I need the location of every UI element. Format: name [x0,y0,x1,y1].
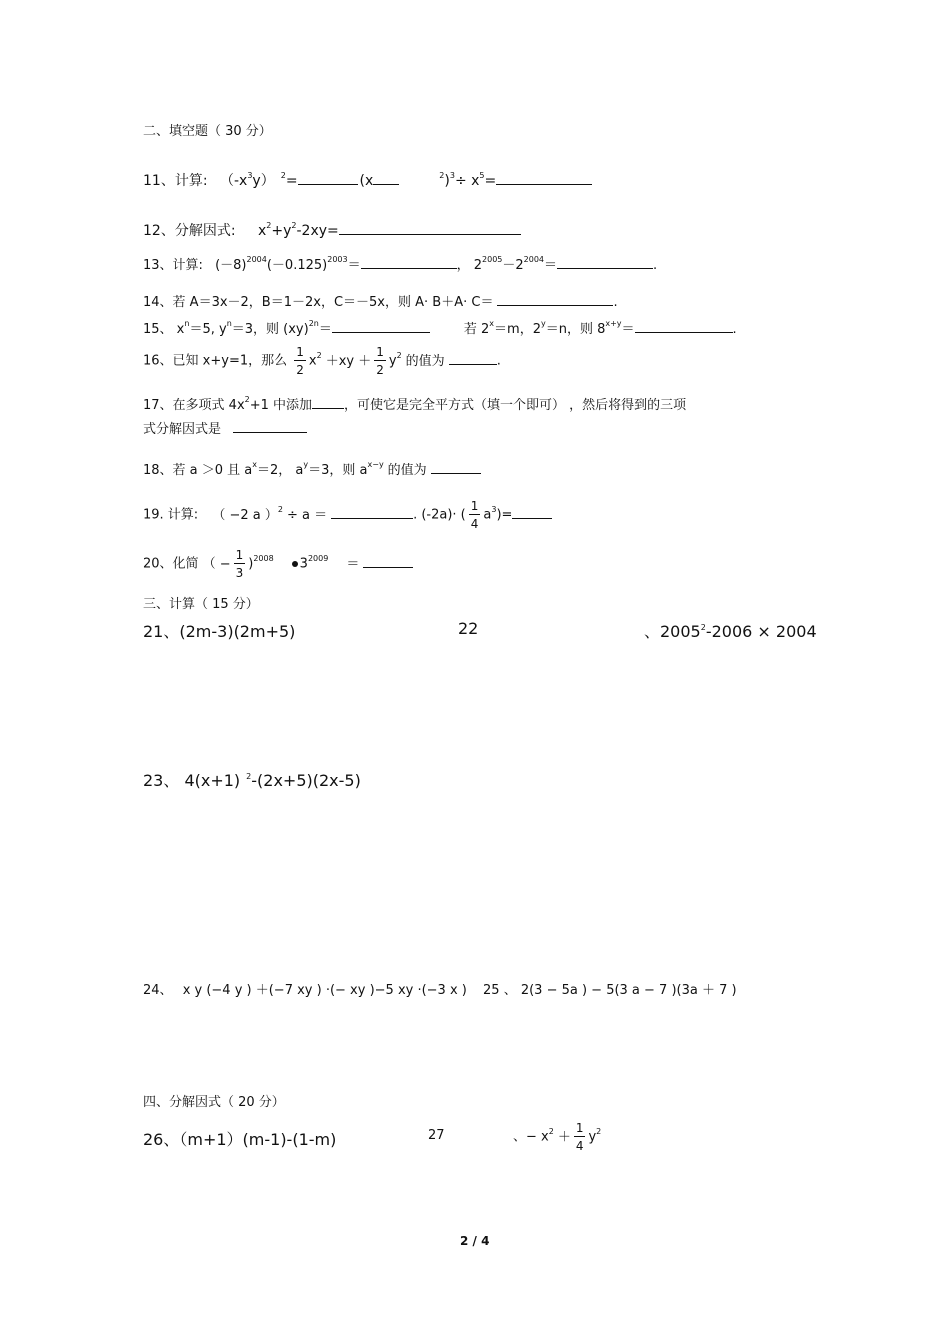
fraction-one-quarter: $\frac{1}{4}$ [470,499,479,531]
q13-g: . [653,258,658,273]
fraction-one-third: $\frac{1}{3}$ [235,548,244,580]
sup: 2 [700,623,706,632]
question-25-number: 25 [483,983,500,998]
question-27 [513,1122,601,1152]
sup: x [489,319,495,328]
q17-line1b: +1 中添加 [249,398,313,413]
q19-label: 19. 计算: [143,507,199,523]
q24-label: 24、 [143,983,173,998]
q15-g: ＝ [621,322,635,337]
q23-b: -(2x+5)(2x-5) [251,771,361,790]
sup: 2 [277,504,283,514]
question-11 [143,170,592,190]
q20-label: 20、化简 （ [143,556,216,572]
sup: 2009 [307,553,329,563]
question-27-number: 27 [428,1128,445,1143]
question-13 [143,254,657,273]
q19-e: )= [496,507,513,523]
answer-blank[interactable] [496,172,592,185]
q13-a: (－8) [215,258,247,273]
q13-c: ＝ [347,258,361,273]
q13-f: ＝ [544,258,558,273]
answer-blank[interactable] [512,506,552,519]
q15-d: 若 2 [463,322,490,337]
page-number: 2 / 4 [460,1234,490,1248]
sup: 2 [244,395,250,404]
q15-b: ＝3，则 (xy) [231,322,309,337]
question-12 [143,220,521,240]
answer-blank[interactable] [298,172,358,185]
q19-d: a [483,507,492,523]
q18-label: 18、若 a ＞0 且 a [143,463,253,478]
sup: x [252,460,258,469]
answer-blank[interactable] [339,222,521,235]
sup: n [226,319,232,328]
q12-b: +y [271,223,292,239]
section-fill-blank-heading: 二、填空题（ 30 分） [143,124,272,139]
sup: 2 [396,350,402,360]
q11-expr-e: ) [444,173,450,189]
q13-d: ， 2 [456,258,483,273]
sup: y [540,319,546,328]
answer-blank[interactable] [361,256,457,269]
q15-f: ＝n，则 8 [545,322,606,337]
sup: 2 [280,171,286,180]
question-20 [143,549,413,579]
q11-expr-a: （-x [219,173,248,189]
sup: 2 [548,1126,554,1136]
q18-b: ＝3，则 a [308,463,368,478]
q17-line1c: ，可使它是完全平方式（填一个即可） ，然后将得到的三项 [344,398,687,413]
question-22-number: 22 [458,619,479,638]
sup: 2005 [482,255,503,264]
q20-c: 3 [299,556,308,572]
section-calc-heading: 三、计算（ 15 分） [143,597,259,612]
answer-blank[interactable] [332,320,430,333]
sup: 3 [449,171,455,180]
answer-blank[interactable] [312,396,344,409]
q13-b: (－0.125) [266,258,328,273]
sup: x+y [605,319,622,328]
q13-e: －2 [502,258,524,273]
q19-a: （ −2 a ） [212,507,278,523]
sup: y [303,460,309,469]
question-17-line2 [143,418,307,437]
question-23 [143,768,361,791]
q16-d: 的值为 [405,353,445,369]
multiply-dot-icon [292,561,298,567]
q18-c: 的值为 [387,463,427,478]
sup: 5 [479,171,485,180]
sup: 3 [247,171,253,180]
sup: n [184,319,190,328]
sup: 2 [266,221,272,230]
answer-blank[interactable] [557,256,653,269]
q20-b: ) [248,556,254,572]
sup: 2008 [253,553,274,563]
q27-b: ＋ [557,1129,571,1145]
q15-label: 15、 x [143,322,185,337]
q20-a: − [219,556,231,572]
sup: 2 [246,772,252,781]
q16-label: 16、已知 x+y=1，那么 [143,353,288,369]
question-15 [143,318,737,337]
answer-blank[interactable] [449,352,497,365]
question-16 [143,346,501,376]
answer-blank[interactable] [431,461,481,474]
answer-blank[interactable] [635,320,733,333]
q19-b: ÷ a ＝ [286,507,328,523]
q11-expr-d: (x [359,173,374,189]
q11-eq2: = [484,173,497,189]
sup: 2 [439,171,445,180]
q23-a: 23、 4(x+1) [143,771,241,790]
sup: 3 [491,504,497,514]
q12-label: 12、分解因式: [143,223,236,239]
q16-b: ＋xy ＋ [325,353,372,369]
q15-h: . [732,322,737,337]
answer-blank[interactable] [373,172,399,185]
section-factor-heading: 四、分解因式（ 20 分） [143,1095,285,1110]
question-22 [644,619,817,642]
q24-expr: x y (−4 y ) ＋(−7 xy ) ·(− xy )−5 xy ·(−3 x ) [182,983,467,998]
q14-text: 14、若 A＝3x－2，B＝1－2x，C＝－5x，则 A· B＋A· C＝ [143,295,494,310]
q11-expr-f: ÷ x [454,173,480,189]
q17-line2: 式分解因式是 [143,422,222,437]
q20-d: ＝ [346,556,360,572]
q27-a: 、− x [513,1129,549,1145]
question-14 [143,291,618,310]
q16-e: . [496,353,501,369]
question-24 [143,979,737,998]
q22-a: 、2005 [644,622,701,641]
answer-blank[interactable] [331,506,413,519]
q11-label: 11、计算: [143,173,208,189]
sup: x−y [367,460,384,469]
q12-a: x [257,223,267,239]
q27-c: y [588,1129,597,1145]
answer-blank[interactable] [363,555,413,568]
q17-line1: 17、在多项式 4x [143,398,245,413]
sup: 2 [596,1126,602,1136]
sup: 2004 [523,255,545,264]
q15-c: ＝ [318,322,332,337]
q18-a: ＝2， a [257,463,304,478]
fraction-one-quarter: $\frac{1}{4}$ [575,1121,584,1153]
q11-expr-b: y） [252,173,275,189]
answer-blank[interactable] [497,293,613,306]
fraction-one-half: $\frac{1}{2}$ [296,345,304,377]
sup: 2003 [327,255,348,264]
q25-expr: 、 2(3 − 5a ) − 5(3 a − 7 )(3a ＋ 7 ) [503,983,737,998]
q13-label: 13、计算: [143,258,203,273]
fraction-one-half: $\frac{1}{2}$ [376,345,384,377]
sup: 2 [291,221,297,230]
question-18 [143,459,481,478]
sup: 2004 [246,255,267,264]
question-21: 21、(2m-3)(2m+5) [143,622,296,641]
q15-e: ＝m，2 [494,322,541,337]
answer-blank[interactable] [233,420,307,433]
q11-eq: = [285,173,298,189]
question-17-line1 [143,394,686,413]
q12-c: -2xy= [296,223,339,239]
sup: 2 [316,350,322,360]
question-19 [143,500,552,530]
q15-a: ＝5, y [189,322,227,337]
q14-end: . [613,295,618,310]
sup: 2n [308,319,319,328]
q22-b: -2006 × 2004 [705,622,817,641]
q16-a: x [308,353,317,369]
q16-c: y [388,353,397,369]
question-26: 26、（m+1）(m-1)-(1-m) [143,1130,337,1149]
q19-c: . (-2a)· ( [413,507,466,523]
